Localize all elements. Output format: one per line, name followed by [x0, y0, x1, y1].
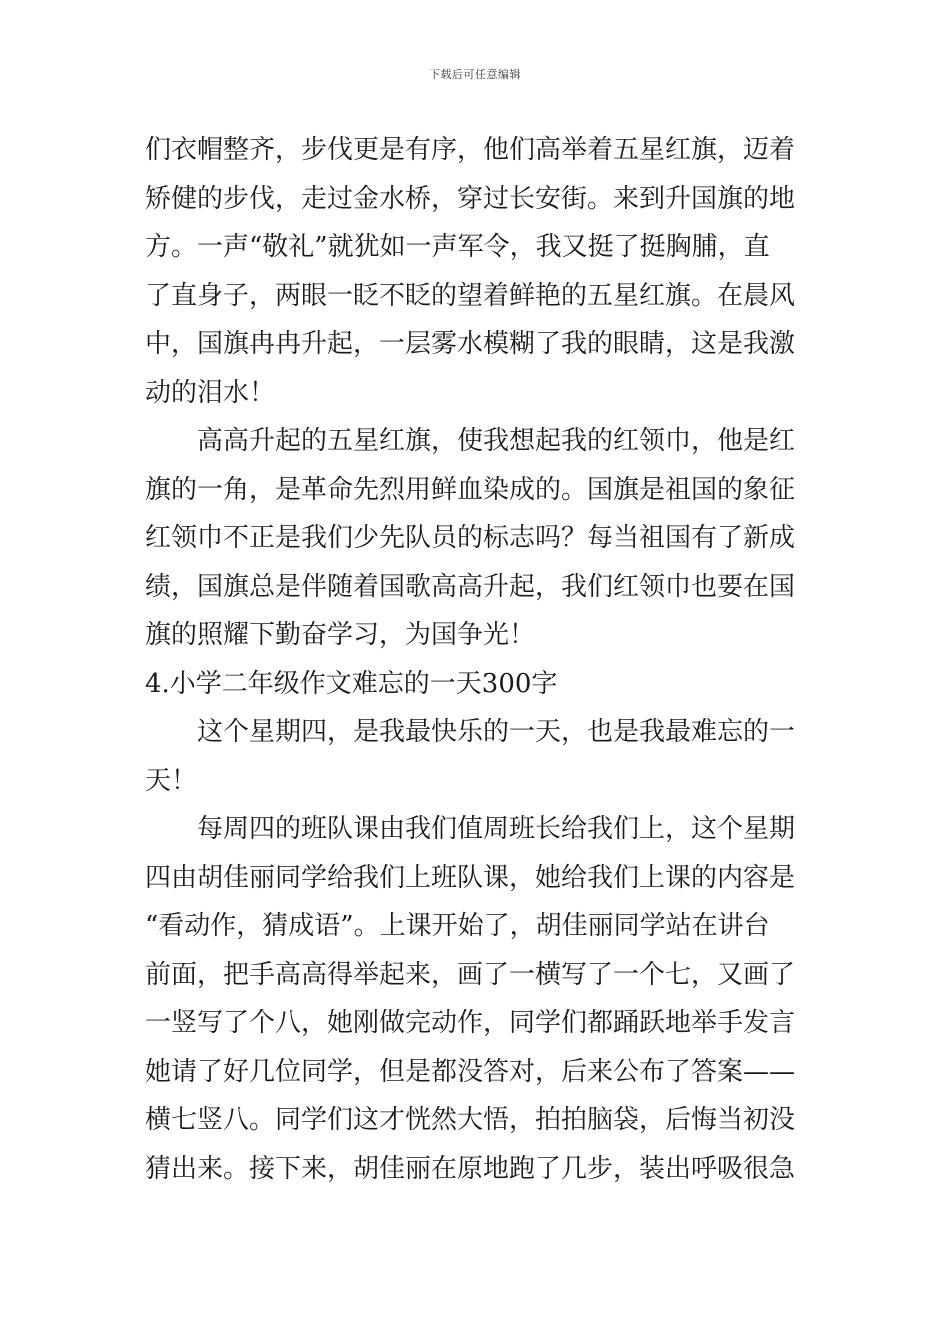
paragraph-start-line: 高高升起的五星红旗，使我想起我的红领巾，他是红 — [197, 426, 796, 456]
text-line: 猜出来。接下来，胡佳丽在原地跑了几步，装出呼吸很急 — [145, 1153, 796, 1184]
text-line: 前面，把手高高得举起来，画了一横写了一个七，又画了 — [145, 959, 796, 990]
text-line: 四由胡佳丽同学给我们上班队课，她给我们上课的内容是 — [145, 862, 796, 893]
text-line: 动的泪水！ — [145, 377, 276, 408]
text-line: 一竖写了个八，她刚做完动作，同学们都踊跃地举手发言 — [145, 1008, 796, 1038]
text-line: 天！ — [145, 765, 198, 796]
text-line: 矫健的步伐，走过金水桥，穿过长安街。来到升国旗的地 — [145, 183, 796, 214]
paragraph-start-line: 这个星期四，是我最快乐的一天，也是我最难忘的一 — [197, 717, 796, 747]
text-line: 方。一声“敬礼”就犹如一声军令，我又挺了挺胸脯，直 — [145, 232, 770, 262]
text-line: 们衣帽整齐，步伐更是有序，他们高举着五星红旗，迈着 — [145, 135, 796, 165]
text-line: 绩，国旗总是伴随着国歌高高升起，我们红领巾也要在国 — [145, 571, 796, 602]
text-line: “看动作，猜成语”。上课开始了，胡佳丽同学站在讲台 — [145, 911, 770, 941]
essay-body — [145, 126, 807, 1193]
text-line: 横七竖八。同学们这才恍然大悟，拍拍脑袋，后悔当初没 — [145, 1105, 796, 1135]
text-line: 中，国旗冉冉升起，一层雾水模糊了我的眼睛，这是我激 — [145, 329, 796, 359]
text-line: 她请了好几位同学，但是都没答对，后来公布了答案—— — [145, 1056, 796, 1087]
page-header: 下载后可任意编辑 — [429, 68, 521, 81]
text-line: 旗的一角，是革命先烈用鲜血染成的。国旗是祖国的象征 — [145, 474, 796, 505]
text-line: 红领巾不正是我们少先队员的标志吗？每当祖国有了新成 — [145, 523, 796, 553]
paragraph-start-line: 每周四的班队课由我们值周班长给我们上，这个星期 — [197, 814, 796, 844]
text-line: 了直身子，两眼一眨不眨的望着鲜艳的五星红旗。在晨风 — [145, 280, 796, 311]
section-heading: 4.小学二年级作文难忘的一天300字 — [145, 668, 558, 699]
text-line: 旗的照耀下勤奋学习，为国争光！ — [145, 620, 536, 650]
